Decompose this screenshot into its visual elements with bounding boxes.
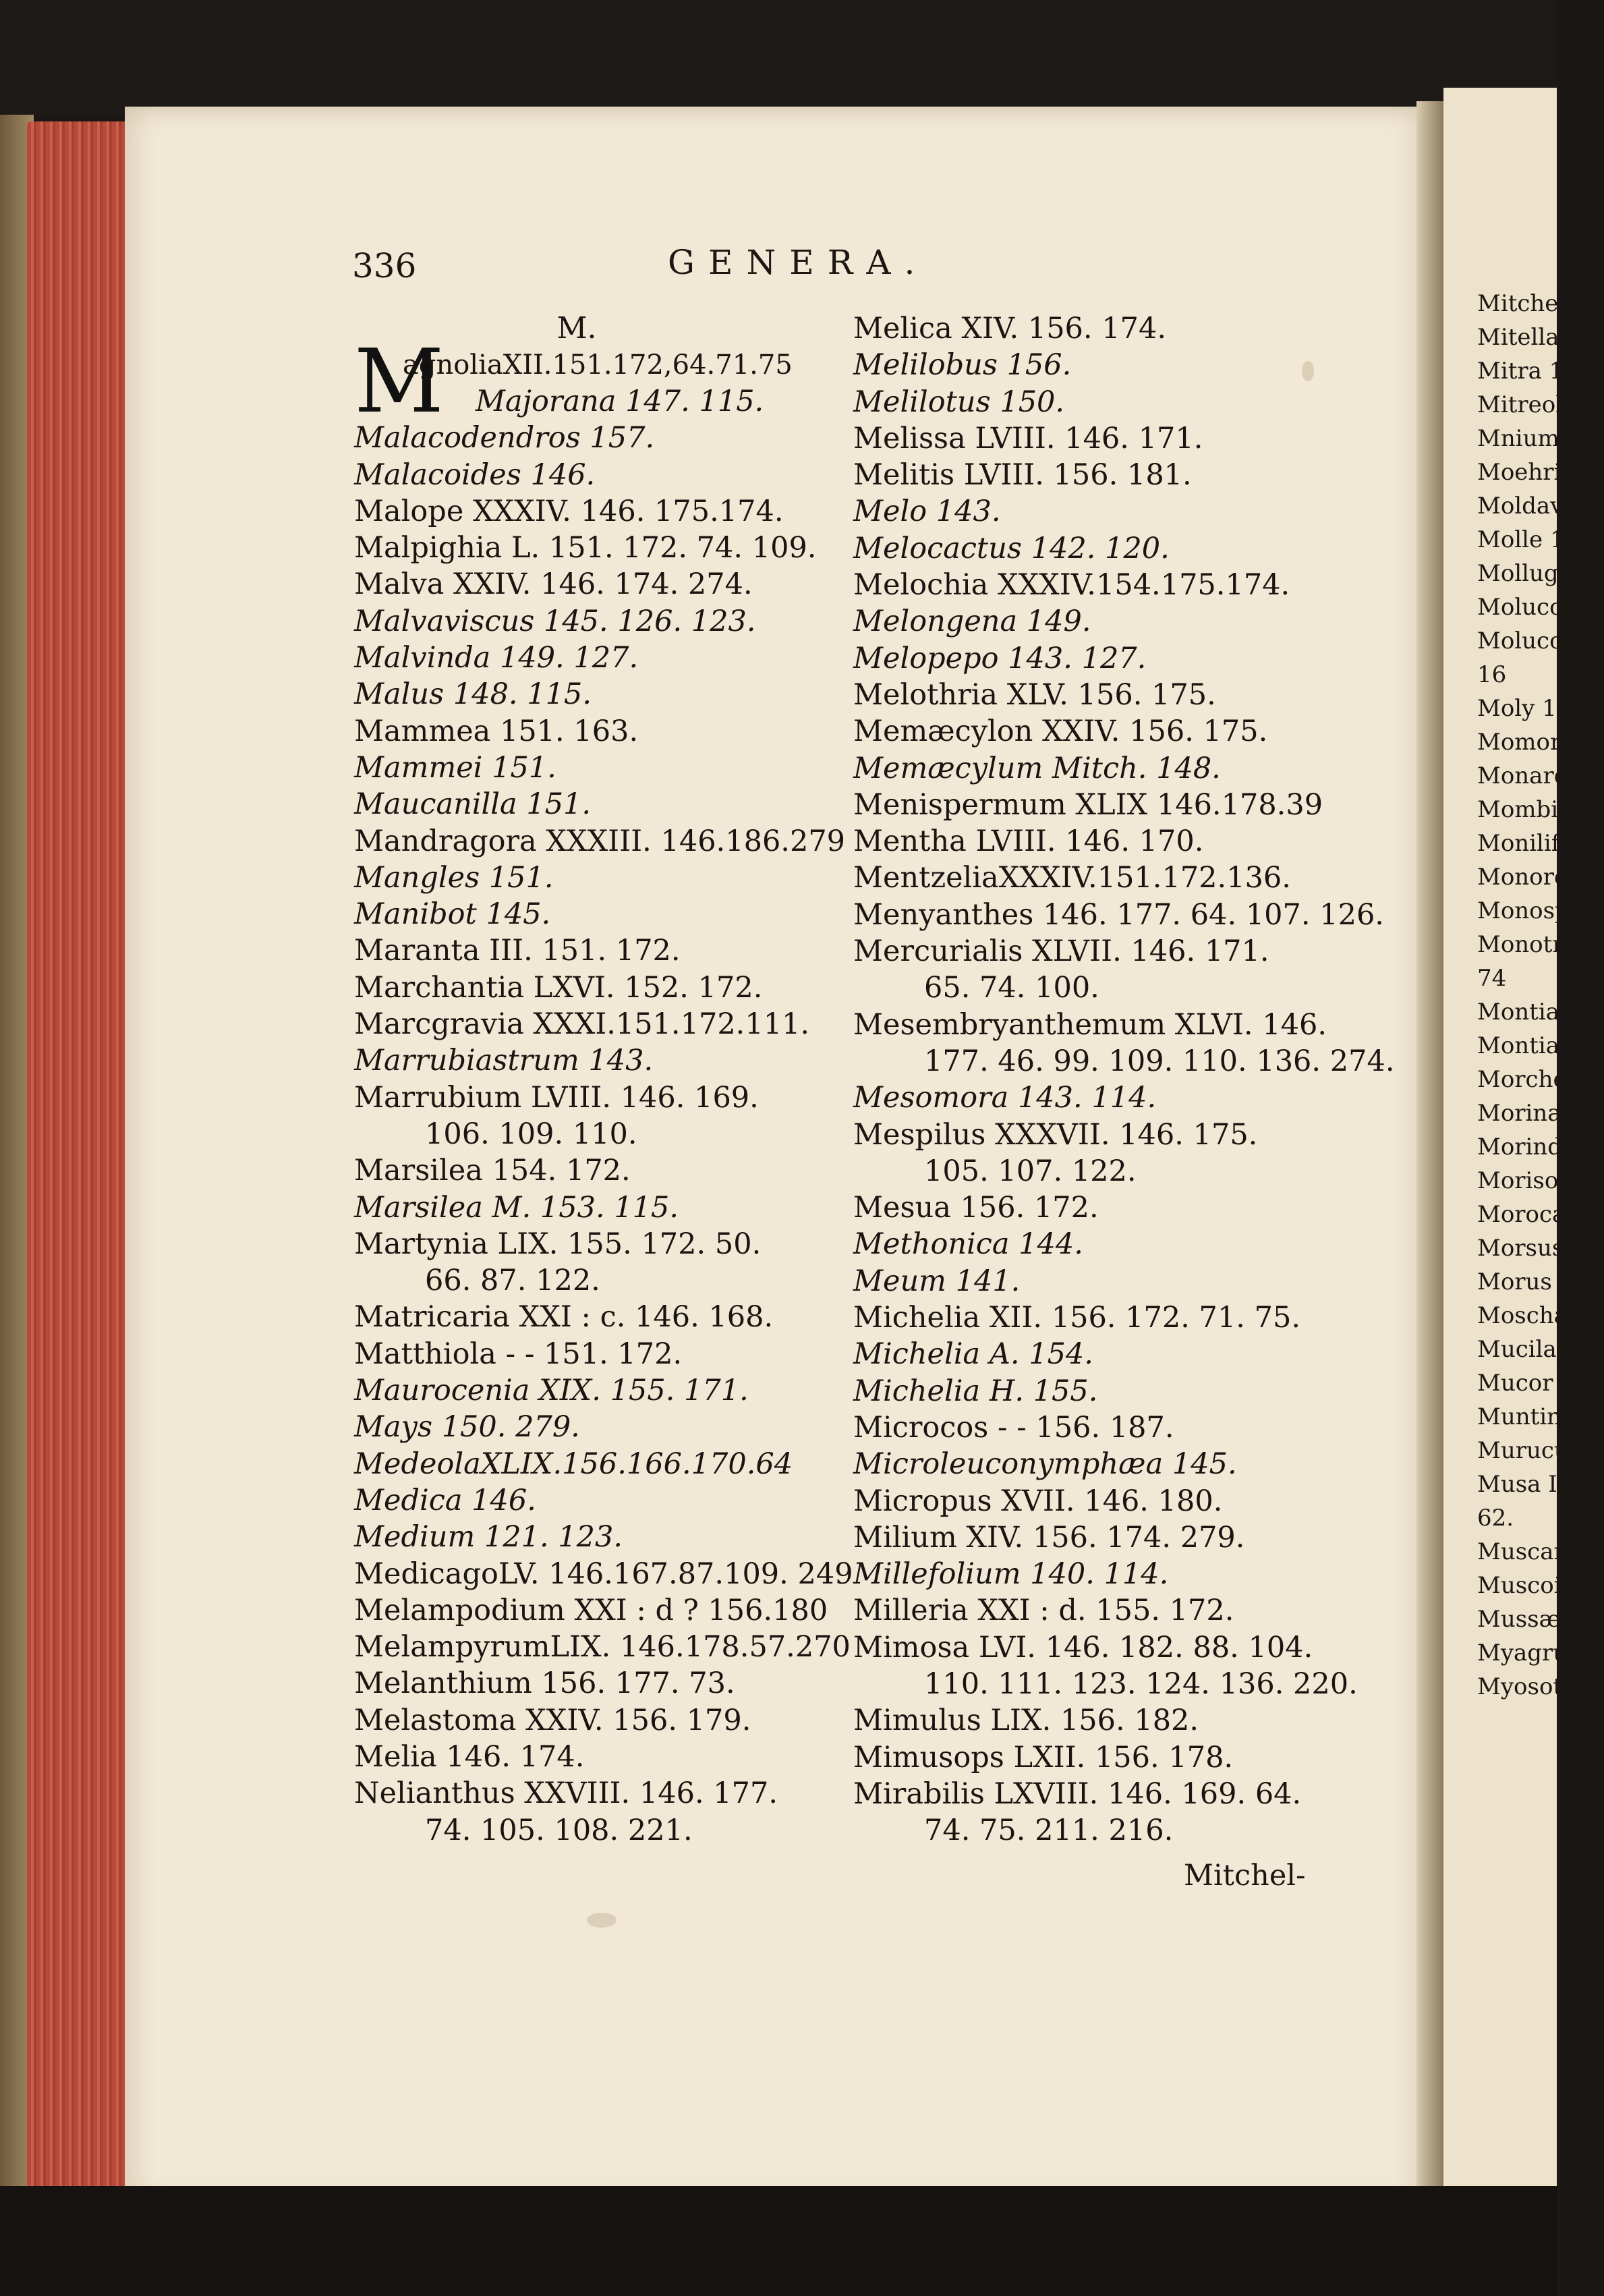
book-gutter xyxy=(1416,101,1443,2206)
next-page-entry: Morus X xyxy=(1477,1268,1576,1295)
index-entry xyxy=(354,1299,826,1335)
next-page-entry: Moldavic xyxy=(1477,493,1584,520)
next-page-entry: Mollugo xyxy=(1477,560,1573,587)
next-page-entry: Morocarp xyxy=(1477,1201,1592,1228)
next-page-entry: Moschate xyxy=(1477,1302,1591,1329)
first-entry xyxy=(354,330,826,433)
index-entry xyxy=(853,493,1325,530)
index-entry xyxy=(853,1117,1325,1153)
index-entry-text: Marsilea 154. 172. xyxy=(354,1154,631,1188)
next-page-entry: Momorc xyxy=(1477,729,1574,756)
next-page-entry: Monarda xyxy=(1477,762,1582,789)
next-page-entry: Muscoide xyxy=(1477,1572,1590,1599)
index-entry-text: 74. 105. 108. 221. xyxy=(425,1813,693,1847)
index-entry-text: Mentha LVIII. 146. 170. xyxy=(853,824,1204,859)
index-entry-text: 105. 107. 122. xyxy=(924,1154,1137,1188)
index-entry xyxy=(354,603,826,640)
index-entry-text: Melilotus 150. xyxy=(853,385,1065,419)
index-entry-text: Melitis LVIII. 156. 181. xyxy=(853,458,1192,493)
next-page-entries xyxy=(1477,287,1604,1704)
index-entry xyxy=(354,1519,826,1555)
index-entry xyxy=(853,1409,1325,1446)
next-page-entry: Molucce xyxy=(1477,627,1576,654)
index-entry-text: Mimusops LXII. 156. 178. xyxy=(853,1740,1234,1774)
right-entries xyxy=(853,310,1395,1849)
index-entry-text: Marcgravia XXXI.151.172.111. xyxy=(354,1007,810,1042)
index-entry xyxy=(853,1556,1325,1592)
index-entry-text: 65. 74. 100. xyxy=(924,971,1099,1005)
left-entries xyxy=(354,420,853,1849)
next-page-entry: Myagrum xyxy=(1477,1640,1590,1667)
next-page-entry: 16 xyxy=(1477,661,1507,688)
index-entry-text: Michelia H. 155. xyxy=(853,1374,1098,1408)
index-entry xyxy=(354,1336,826,1372)
index-entry-text: Melochia XXXIV.154.175.174. xyxy=(853,568,1290,603)
drop-cap: M xyxy=(354,330,445,433)
next-page-entry: Mitella XI xyxy=(1477,324,1592,351)
next-page-entry: Mucilago xyxy=(1477,1336,1586,1363)
index-entry xyxy=(853,420,1325,457)
red-page-edges xyxy=(27,121,128,2200)
next-page-entry: Molucca xyxy=(1477,594,1576,621)
index-entry-text: Melo 143. xyxy=(853,495,1001,529)
index-entry-text: Memæcylon XXIV. 156. 175. xyxy=(853,715,1268,749)
index-entry xyxy=(853,567,1325,603)
index-entry xyxy=(354,1665,826,1702)
index-entry-text: Mespilus XXXVII. 146. 175. xyxy=(853,1117,1258,1152)
index-entry-text: Melanthium 156. 177. 73. xyxy=(354,1667,735,1701)
index-entry xyxy=(354,860,826,896)
index-entry-text: Melongena 149. xyxy=(853,605,1091,639)
index-entry xyxy=(853,1776,1325,1812)
index-entry xyxy=(853,1666,1358,1702)
index-entry xyxy=(853,603,1325,640)
index-entry-text: Mimulus LIX. 156. 182. xyxy=(853,1704,1199,1738)
index-entry xyxy=(354,457,826,493)
backdrop-top xyxy=(0,0,1557,115)
index-entry xyxy=(354,1702,826,1739)
index-entry xyxy=(354,823,846,860)
index-entry-text: Melastoma XXIV. 156. 179. xyxy=(354,1703,751,1737)
next-page-entry: Montia xyxy=(1477,1032,1559,1059)
index-entry-text: Michelia XII. 156. 172. 71. 75. xyxy=(853,1301,1300,1335)
next-page-entry: Mitreola xyxy=(1477,391,1577,418)
index-entry-text: Menispermum XLIX 146.178.39 xyxy=(853,787,1323,822)
index-entry xyxy=(853,640,1325,677)
index-entry-text: Matricaria XXI : c. 146. 168. xyxy=(354,1300,774,1335)
index-entry-text: MedicagoLV. 146.167.87.109. 249 xyxy=(354,1557,853,1591)
index-entry-text: Mimosa LVI. 146. 182. 88. 104. xyxy=(853,1630,1313,1664)
foxing-spot xyxy=(587,1913,617,1928)
index-entry-text: Matthiola - - 151. 172. xyxy=(354,1337,683,1371)
index-entry xyxy=(354,1556,853,1592)
index-entry xyxy=(853,1446,1325,1482)
index-entry xyxy=(853,530,1325,567)
index-entry-text: Malus 148. 115. xyxy=(354,677,592,712)
index-entry-text: Milleria XXI : d. 155. 172. xyxy=(853,1594,1234,1628)
index-entry-text: Melica XIV. 156. 174. xyxy=(853,312,1166,345)
index-entry-text: Melampodium XXI : d ? 156.180 xyxy=(354,1593,828,1627)
index-entry xyxy=(853,750,1325,787)
next-page-entry: Morchel xyxy=(1477,1066,1574,1093)
catchword: Mitchel- xyxy=(1184,1859,1306,1893)
index-entry-text: MentzeliaXXXIV.151.172.136. xyxy=(853,861,1291,895)
index-entry-text: Mandragora XXXIII. 146.186.279 xyxy=(354,824,846,858)
index-entry xyxy=(853,1702,1325,1739)
next-page-entry: Moly 14 xyxy=(1477,695,1572,722)
next-page-entry: Muscari xyxy=(1477,1538,1572,1565)
index-entry-text: Martynia LIX. 155. 172. 50. xyxy=(354,1227,762,1261)
next-page-entry: Monospe xyxy=(1477,897,1583,924)
index-entry xyxy=(354,1372,826,1409)
next-page-entry: Musa III xyxy=(1477,1471,1576,1498)
index-entry-text: MedeolaXLIX.156.166.170.64 xyxy=(354,1447,793,1481)
index-entry xyxy=(354,566,826,603)
index-entry xyxy=(354,640,826,676)
index-entry xyxy=(354,1006,826,1042)
index-entry-text: Melopepo 143. 127. xyxy=(853,641,1147,675)
index-entry xyxy=(853,1739,1325,1776)
next-page-entry: Morinda xyxy=(1477,1133,1576,1160)
index-entry xyxy=(354,1080,826,1116)
index-entry xyxy=(354,1116,826,1152)
index-entry-text: Micropus XVII. 146. 180. xyxy=(853,1484,1223,1518)
backdrop-bottom xyxy=(0,2186,1557,2296)
index-entry xyxy=(853,1263,1325,1299)
index-entry-text: Mammea 151. 163. xyxy=(354,714,639,748)
page-number: 336 xyxy=(352,246,417,285)
index-entry-text: Michelia A. 154. xyxy=(853,1337,1093,1372)
index-entry-text: 74. 75. 211. 216. xyxy=(924,1814,1174,1848)
index-entry xyxy=(354,896,826,932)
index-entry xyxy=(853,860,1325,896)
index-entry-text: Marchantia LXVI. 152. 172. xyxy=(354,970,763,1005)
index-entry-text: Melothria XLV. 156. 175. xyxy=(853,677,1216,712)
index-entry xyxy=(853,1226,1325,1262)
index-entry xyxy=(354,1226,826,1262)
index-entry xyxy=(354,1482,826,1519)
index-entry xyxy=(853,1373,1325,1409)
index-entry xyxy=(853,1189,1325,1226)
index-entry xyxy=(354,676,826,712)
index-entry xyxy=(354,1592,826,1629)
index-entry-text: Mammei 151. xyxy=(354,750,556,785)
index-entry xyxy=(853,1592,1325,1629)
index-entry xyxy=(853,457,1325,493)
index-entry-text: Microcos - - 156. 187. xyxy=(853,1410,1174,1445)
index-entry xyxy=(354,1262,826,1299)
index-entry-text: Meum 141. xyxy=(853,1264,1021,1298)
next-page-entry: Morina xyxy=(1477,1100,1562,1127)
index-entry xyxy=(853,1299,1325,1336)
index-entry xyxy=(853,1080,1325,1116)
next-page-entry: Myosotis xyxy=(1477,1673,1582,1700)
index-entry-text: 177. 46. 99. 109. 110. 136. 274. xyxy=(924,1044,1395,1078)
index-entry xyxy=(853,933,1325,970)
index-entry xyxy=(354,493,826,530)
section-letter: M. xyxy=(556,311,597,345)
next-page-entry: Mitra 15 xyxy=(1477,358,1578,385)
index-entry-text: Malvinda 149. 127. xyxy=(354,641,639,675)
index-entry-text: Methonica 144. xyxy=(853,1227,1083,1262)
first-entry-line1: agnoliaXII.151.172,64.71.75 xyxy=(403,349,793,381)
index-entry-text: Mesua 156. 172. xyxy=(853,1191,1099,1225)
index-entry xyxy=(853,1629,1325,1666)
index-entry-text: Millefolium 140. 114. xyxy=(853,1557,1169,1592)
next-page-entry: 62. xyxy=(1477,1505,1514,1532)
next-page-entry: Morisona xyxy=(1477,1167,1587,1194)
index-entry xyxy=(354,530,826,566)
index-entry-text: Malope XXXIV. 146. 175.174. xyxy=(354,494,784,528)
index-entry-text: 66. 87. 122. xyxy=(425,1264,600,1298)
index-entry xyxy=(853,1519,1325,1556)
index-entry-text: Maucanilla 151. xyxy=(354,787,592,822)
index-entry xyxy=(354,786,826,822)
index-entry-text: Manibot 145. xyxy=(354,897,551,932)
index-entry-text: 106. 109. 110. xyxy=(425,1117,637,1151)
index-entry xyxy=(354,1152,826,1189)
index-entry-text: Maranta III. 151. 172. xyxy=(354,934,681,968)
index-entry-text: Melocactus 142. 120. xyxy=(853,531,1170,565)
index-entry-text: Medium 121. 123. xyxy=(354,1520,623,1555)
index-entry-text: Nelianthus XXVIII. 146. 177. xyxy=(354,1776,778,1811)
index-entry xyxy=(354,713,826,750)
next-page-entry: Muntingi xyxy=(1477,1403,1584,1430)
index-entry-text: Mays 150. 279. xyxy=(354,1410,580,1445)
next-page-entry: Mitchella xyxy=(1477,290,1587,317)
next-page-entry: Mucor L xyxy=(1477,1370,1576,1397)
index-entry-text: Medica 146. xyxy=(354,1483,536,1517)
index-entry-text: Malacodendros 157. xyxy=(354,421,655,455)
index-entry-text: Malpighia L. 151. 172. 74. 109. xyxy=(354,531,817,565)
index-entry xyxy=(853,897,1384,933)
index-entry xyxy=(853,1336,1325,1372)
index-entry xyxy=(853,1153,1325,1189)
index-entry xyxy=(354,1446,826,1482)
index-entry xyxy=(853,310,1325,347)
next-page-entry: Monilif xyxy=(1477,830,1560,857)
index-entry-text: Marrubium LVIII. 146. 169. xyxy=(354,1080,759,1115)
index-entry xyxy=(354,1812,826,1849)
next-page-entry: Mnium L xyxy=(1477,425,1582,452)
index-entry xyxy=(354,1409,826,1445)
index-entry-text: Mesomora 143. 114. xyxy=(853,1081,1157,1115)
index-entry-text: Melia 146. 174. xyxy=(354,1739,585,1774)
next-page-entry: Monorch xyxy=(1477,864,1582,891)
index-entry xyxy=(354,1189,826,1226)
index-entry-text: Malvaviscus 145. 126. 123. xyxy=(354,604,756,638)
index-entry-text: MelampyrumLIX. 146.178.57.270 xyxy=(354,1630,851,1664)
next-page-entry: Mombin xyxy=(1477,796,1574,823)
right-column xyxy=(853,310,1395,1849)
index-entry xyxy=(354,1042,826,1079)
index-entry-text: Memæcylum Mitch. 148. xyxy=(853,751,1221,785)
index-entry xyxy=(853,1483,1325,1519)
index-entry-text: Malacoides 146. xyxy=(354,457,596,492)
index-entry xyxy=(853,347,1325,383)
index-entry xyxy=(853,1007,1325,1043)
next-page-entry: Monotr xyxy=(1477,931,1564,958)
index-entry xyxy=(853,677,1325,713)
index-entry-text: Marsilea M. 153. 115. xyxy=(354,1190,679,1225)
index-entry xyxy=(354,750,826,786)
next-page-entry: Morsus F xyxy=(1477,1235,1587,1262)
index-entry xyxy=(354,1775,826,1812)
index-entry xyxy=(354,1629,851,1665)
index-entry xyxy=(853,713,1325,750)
index-entry-text: Menyanthes 146. 177. 64. 107. 126. xyxy=(853,897,1384,932)
index-entry-text: Melissa LVIII. 146. 171. xyxy=(853,421,1203,455)
index-entry-text: Malva XXIV. 146. 174. 274. xyxy=(354,567,753,602)
index-entry-text: Mirabilis LXVIII. 146. 169. 64. xyxy=(853,1776,1302,1811)
index-entry-text: Microleuconymphæa 145. xyxy=(853,1447,1237,1482)
index-entry xyxy=(853,1043,1395,1080)
index-entry-text: Melilobus 156. xyxy=(853,348,1072,383)
index-entry xyxy=(354,932,826,969)
running-head: GENERA. xyxy=(668,243,929,282)
index-entry-text: Mangles 151. xyxy=(354,860,554,895)
next-page-entry: Moehrin xyxy=(1477,459,1576,486)
index-entry xyxy=(853,787,1325,823)
next-page-entry: Mussænda xyxy=(1477,1606,1604,1633)
index-entry-text: Milium XIV. 156. 174. 279. xyxy=(853,1520,1245,1555)
index-entry-text: 110. 111. 123. 124. 136. 220. xyxy=(924,1667,1358,1701)
index-entry-text: Maurocenia XIX. 155. 171. xyxy=(354,1374,749,1408)
left-column xyxy=(354,310,853,1849)
next-page-entry: Molle 14 xyxy=(1477,526,1580,553)
index-entry-text: Mercurialis XLVII. 146. 171. xyxy=(853,934,1269,969)
first-entry-line2: Majorana 147. 115. xyxy=(476,385,764,419)
index-entry xyxy=(853,1812,1325,1849)
next-page-entry: Montia xyxy=(1477,999,1559,1026)
index-entry xyxy=(354,970,826,1006)
index-entry-text: Mesembryanthemum XLVI. 146. xyxy=(853,1007,1327,1042)
index-entry xyxy=(853,970,1325,1006)
next-page-entry: Murucuj xyxy=(1477,1437,1576,1464)
index-entry xyxy=(853,384,1325,420)
next-page-entry: 74 xyxy=(1477,965,1507,992)
index-entry xyxy=(853,823,1325,860)
index-entry-text: Marrubiastrum 143. xyxy=(354,1044,654,1078)
index-entry xyxy=(354,1739,826,1775)
